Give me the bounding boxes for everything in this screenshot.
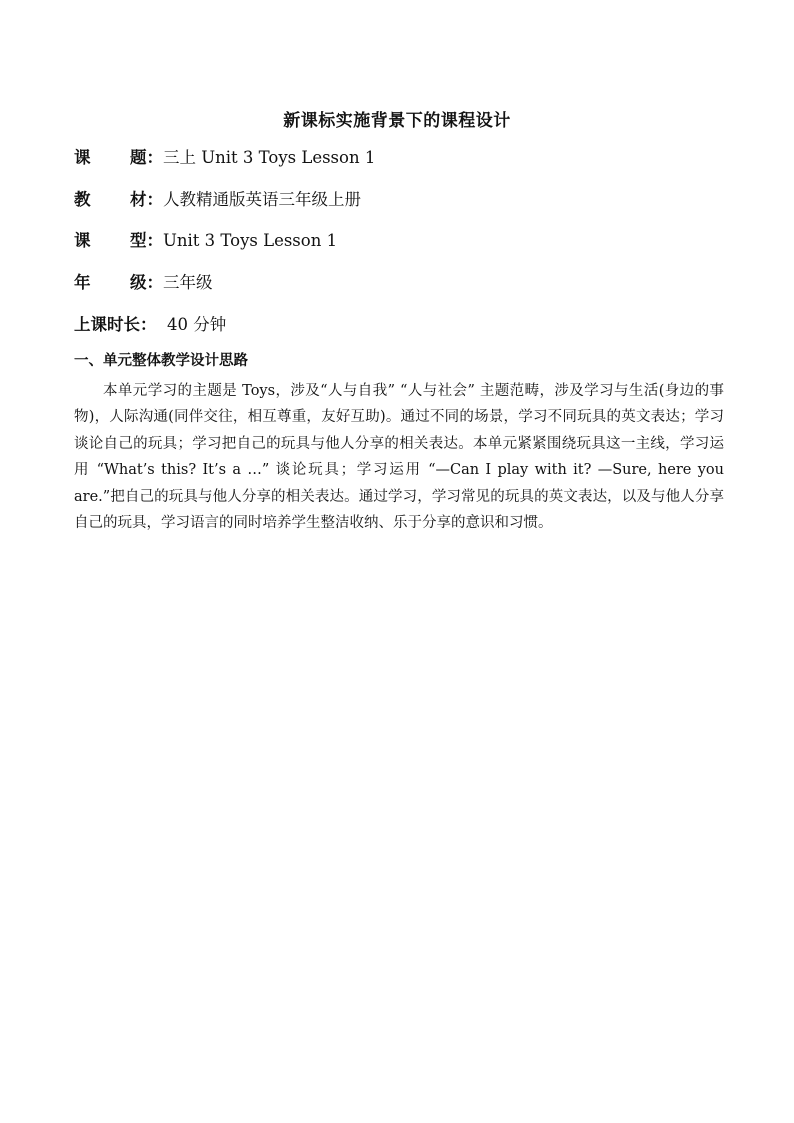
field-grade-label-b: 级： xyxy=(130,273,163,292)
field-duration xyxy=(74,313,226,337)
field-duration-value: 40 分钟 xyxy=(167,315,227,334)
field-duration-label: 上课时长： xyxy=(74,315,157,334)
field-lesson-type-label-b: 型： xyxy=(130,231,163,250)
field-textbook-label-a: 教 xyxy=(74,190,91,209)
field-lesson-type-label-a: 课 xyxy=(74,231,91,250)
field-textbook-label-b: 材： xyxy=(130,190,163,209)
field-topic-label-b: 题： xyxy=(130,148,163,167)
field-lesson-type-value: Unit 3 Toys Lesson 1 xyxy=(163,231,338,250)
field-textbook-value: 人教精通版英语三年级上册 xyxy=(163,190,361,209)
section-paragraph: 本单元学习的主题是 Toys，涉及“人与自我” “人与社会” 主题范畴，涉及学习与生活(身边的事物)，人际沟通(同伴交往，相互尊重，友好互助)。通过不同的场景，学习不同玩具的英文表达；学习谈论自己的玩具；学习把自己的玩具与他人分享的相关表达。本单元紧紧围绕玩具这一主线，学习运用 “What’s this? It’s a …” 谈论玩具；学习运用 “—Can I play with it? —Sure, here you are.”把自己的玩具与他人分享的相关表达。通过学习，学习常见的玩具的英文表达，以及与他人分享自己的玩具，学习语言的同时培养学生整洁收纳、乐于分享的意识和习惯。 xyxy=(74,383,724,532)
section-heading: 一、单元整体教学设计思路 xyxy=(74,352,248,369)
field-lesson-type xyxy=(74,229,337,253)
field-textbook xyxy=(74,188,361,212)
field-topic xyxy=(74,146,375,170)
document-title: 新课标实施背景下的课程设计 xyxy=(283,111,511,131)
field-topic-label-a: 课 xyxy=(74,148,91,167)
field-grade-value: 三年级 xyxy=(163,273,213,292)
field-grade xyxy=(74,271,213,295)
field-topic-value: 三上 Unit 3 Toys Lesson 1 xyxy=(163,148,376,167)
field-grade-label-a: 年 xyxy=(74,273,91,292)
